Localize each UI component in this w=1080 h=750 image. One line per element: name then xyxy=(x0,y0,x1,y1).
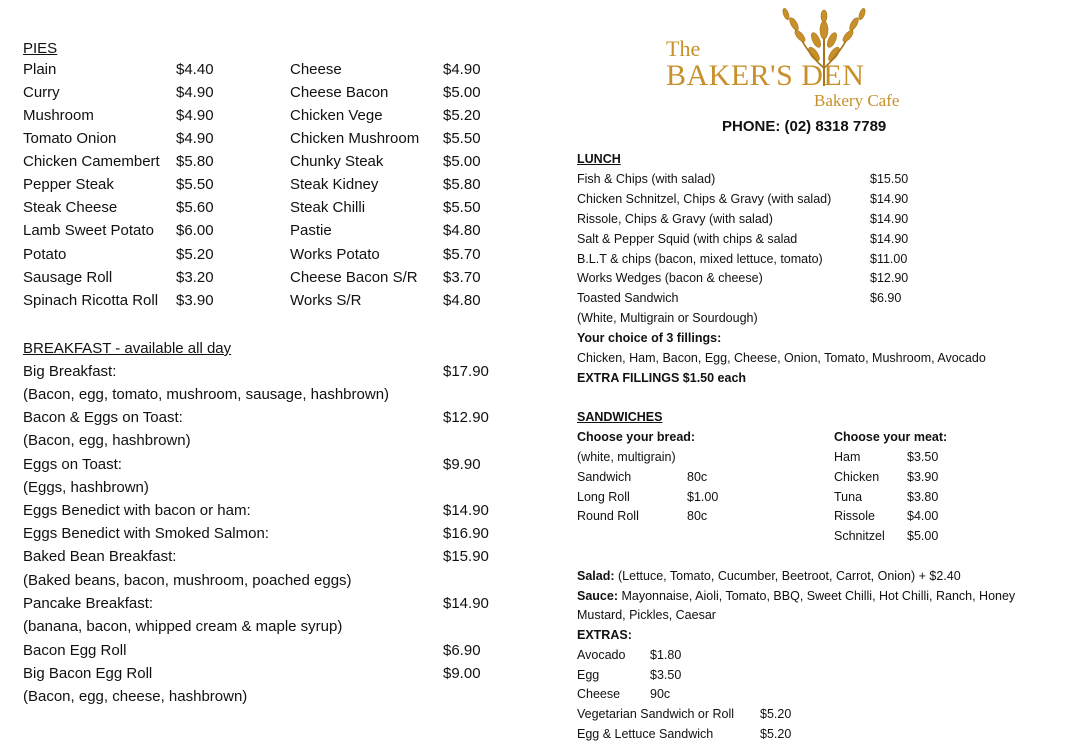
breakfast-price: $16.90 xyxy=(443,525,489,542)
pie-name: Steak Cheese xyxy=(23,199,118,216)
pie-price: $4.90 xyxy=(443,61,481,78)
pie-name: Lamb Sweet Potato xyxy=(23,222,154,239)
pie-price: $4.80 xyxy=(443,292,481,309)
breakfast-price: $15.90 xyxy=(443,548,489,565)
lunch-item-name: Fish & Chips (with salad) xyxy=(577,172,716,186)
breakfast-line: (Eggs, hashbrown) xyxy=(23,479,149,496)
pie-name: Pastie xyxy=(290,222,332,239)
pie-price: $4.80 xyxy=(443,222,481,239)
pie-name: Works S/R xyxy=(290,292,362,309)
lunch-item-price: $6.90 xyxy=(870,291,902,305)
lunch-item-name: Chicken Schnitzel, Chips & Gravy (with salad) xyxy=(577,192,832,206)
pie-price: $5.60 xyxy=(176,199,214,216)
breakfast-line: (Baked beans, bacon, mushroom, poached eggs) xyxy=(23,572,352,589)
pie-name: Cheese Bacon S/R xyxy=(290,269,418,286)
breakfast-price: $17.90 xyxy=(443,363,489,380)
lunch-item-price: $14.90 xyxy=(870,212,909,226)
salad-line xyxy=(577,569,961,583)
lunch-item-name: B.L.T & chips (bacon, mixed lettuce, tomato) xyxy=(577,252,823,266)
bread-name: Long Roll xyxy=(577,490,630,504)
special-price: $5.20 xyxy=(760,707,792,721)
sauce-text: Mayonnaise, Aioli, Tomato, BBQ, Sweet Chilli, Hot Chilli, Ranch, Honey xyxy=(621,589,1016,603)
sauce-label: Sauce: xyxy=(577,589,618,603)
pie-name: Curry xyxy=(23,84,60,101)
pie-name: Chicken Mushroom xyxy=(290,130,420,147)
lunch-fillings-heading: Your choice of 3 fillings: xyxy=(577,331,722,345)
lunch-item-name: Salt & Pepper Squid (with chips & salad xyxy=(577,232,798,246)
sauce-text-cont: Mustard, Pickles, Caesar xyxy=(577,608,716,622)
breakfast-price: $6.90 xyxy=(443,642,481,659)
breakfast-line: Big Breakfast: xyxy=(23,363,117,380)
breakfast-line: Baked Bean Breakfast: xyxy=(23,548,177,565)
extra-name: Egg xyxy=(577,668,600,682)
lunch-item-price: $11.00 xyxy=(870,252,908,266)
pie-price: $5.20 xyxy=(176,246,214,263)
breakfast-heading: BREAKFAST - available all day xyxy=(23,340,232,357)
breakfast-line: Eggs Benedict with bacon or ham: xyxy=(23,502,251,519)
logo-the: The xyxy=(666,36,701,61)
breakfast-price: $14.90 xyxy=(443,502,489,519)
meat-price: $3.90 xyxy=(907,470,939,484)
pie-price: $5.50 xyxy=(443,130,481,147)
pie-price: $5.00 xyxy=(443,153,481,170)
breakfast-line: (Bacon, egg, tomato, mushroom, sausage, hashbrown) xyxy=(23,386,390,403)
phone-number: PHONE: (02) 8318 7789 xyxy=(722,118,887,135)
lunch-heading: LUNCH xyxy=(577,152,621,166)
breakfast-price: $12.90 xyxy=(443,409,489,426)
logo-name: BAKER'S DEN xyxy=(666,59,865,92)
meat-price: $4.00 xyxy=(907,509,939,523)
pie-name: Cheese xyxy=(290,61,342,78)
bread-name: Sandwich xyxy=(577,470,632,484)
lunch-item-name: Rissole, Chips & Gravy (with salad) xyxy=(577,212,773,226)
breakfast-price: $9.00 xyxy=(443,665,481,682)
pie-name: Steak Kidney xyxy=(290,176,379,193)
pie-price: $5.80 xyxy=(443,176,481,193)
pie-price: $3.70 xyxy=(443,269,481,286)
breakfast-line: Eggs on Toast: xyxy=(23,456,122,473)
breakfast-price: $9.90 xyxy=(443,456,481,473)
bread-price: 80c xyxy=(687,509,708,523)
lunch-item-name: Toasted Sandwich xyxy=(577,291,679,305)
pie-price: $6.00 xyxy=(176,222,214,239)
meat-price: $3.50 xyxy=(907,450,939,464)
lunch-bread-note: (White, Multigrain or Sourdough) xyxy=(577,311,758,325)
meat-price: $3.80 xyxy=(907,490,939,504)
pie-name: Spinach Ricotta Roll xyxy=(23,292,159,309)
meat-name: Rissole xyxy=(834,509,875,523)
breakfast-line: Bacon Egg Roll xyxy=(23,642,127,659)
meat-name: Schnitzel xyxy=(834,529,885,543)
pie-name: Chunky Steak xyxy=(290,153,384,170)
breakfast-line: (Bacon, egg, hashbrown) xyxy=(23,432,191,449)
breakfast-line: Eggs Benedict with Smoked Salmon: xyxy=(23,525,269,542)
extra-name: Avocado xyxy=(577,648,626,662)
pie-price: $4.40 xyxy=(176,61,214,78)
pie-price: $5.70 xyxy=(443,246,481,263)
extra-price: 90c xyxy=(650,687,671,701)
pie-name: Chicken Vege xyxy=(290,107,383,124)
pie-name: Plain xyxy=(23,61,57,78)
special-price: $5.20 xyxy=(760,727,792,741)
pies-heading: PIES xyxy=(23,40,58,57)
pie-price: $4.90 xyxy=(176,84,214,101)
pie-price: $3.90 xyxy=(176,292,214,309)
breakfast-line: Pancake Breakfast: xyxy=(23,595,154,612)
pie-price: $5.50 xyxy=(176,176,214,193)
pie-price: $5.20 xyxy=(443,107,481,124)
sandwiches-heading: SANDWICHES xyxy=(577,410,663,424)
breakfast-line: (Bacon, egg, cheese, hashbrown) xyxy=(23,688,248,705)
pie-price: $3.20 xyxy=(176,269,214,286)
lunch-item-price: $14.90 xyxy=(870,192,909,206)
breakfast-line: Bacon & Eggs on Toast: xyxy=(23,409,183,426)
pie-name: Tomato Onion xyxy=(23,130,117,147)
lunch-fillings: Chicken, Ham, Bacon, Egg, Cheese, Onion, Tomato, Mushroom, Avocado xyxy=(577,351,986,365)
meat-price: $5.00 xyxy=(907,529,939,543)
bread-note: (white, multigrain) xyxy=(577,450,676,464)
salad-text: (Lettuce, Tomato, Cucumber, Beetroot, Carrot, Onion) + $2.40 xyxy=(618,569,961,583)
pie-price: $4.90 xyxy=(176,130,214,147)
lunch-extra-fillings: EXTRA FILLINGS $1.50 each xyxy=(577,371,747,385)
meat-heading: Choose your meat: xyxy=(834,430,948,444)
extra-price: $1.80 xyxy=(650,648,682,662)
lunch-item-price: $12.90 xyxy=(870,271,909,285)
meat-name: Ham xyxy=(834,450,861,464)
breakfast-line: Big Bacon Egg Roll xyxy=(23,665,153,682)
extra-price: $3.50 xyxy=(650,668,682,682)
special-name: Vegetarian Sandwich or Roll xyxy=(577,707,735,721)
bread-price: 80c xyxy=(687,470,708,484)
sauce-line xyxy=(577,589,1015,603)
meat-name: Chicken xyxy=(834,470,880,484)
lunch-item-name: Works Wedges (bacon & cheese) xyxy=(577,271,763,285)
bread-heading: Choose your bread: xyxy=(577,430,696,444)
logo-sub: Bakery Cafe xyxy=(814,91,900,110)
pie-price: $5.80 xyxy=(176,153,214,170)
breakfast-price: $14.90 xyxy=(443,595,489,612)
pie-price: $5.50 xyxy=(443,199,481,216)
pie-price: $5.00 xyxy=(443,84,481,101)
pie-name: Mushroom xyxy=(23,107,94,124)
bread-name: Round Roll xyxy=(577,509,639,523)
bread-price: $1.00 xyxy=(687,490,719,504)
lunch-item-price: $14.90 xyxy=(870,232,909,246)
pie-name: Cheese Bacon xyxy=(290,84,389,101)
extras-heading: EXTRAS: xyxy=(577,628,632,642)
pie-name: Steak Chilli xyxy=(290,199,366,216)
pie-name: Pepper Steak xyxy=(23,176,114,193)
lunch-item-price: $15.50 xyxy=(870,172,909,186)
extra-name: Cheese xyxy=(577,687,621,701)
pie-price: $4.90 xyxy=(176,107,214,124)
pie-name: Potato xyxy=(23,246,67,263)
special-name: Egg & Lettuce Sandwich xyxy=(577,727,714,741)
pie-name: Chicken Camembert xyxy=(23,153,160,170)
meat-name: Tuna xyxy=(834,490,863,504)
pie-name: Sausage Roll xyxy=(23,269,113,286)
pie-name: Works Potato xyxy=(290,246,380,263)
salad-label: Salad: xyxy=(577,569,615,583)
breakfast-line: (banana, bacon, whipped cream & maple syrup) xyxy=(23,618,343,635)
